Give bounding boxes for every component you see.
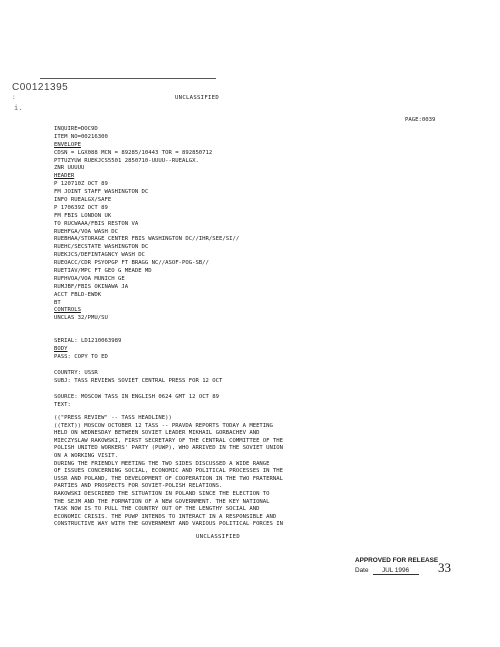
routing-line: BT [54, 299, 61, 306]
body-line: RAKOWSKI DESCRIBED THE SITUATION IN POLAND SINCE THE ELECTION TO [54, 490, 270, 497]
pass-row [54, 354, 121, 362]
controls-line: UNCLAS 32/PMU/SU [54, 315, 108, 322]
body-line: USSR AND POLAND, THE DEVELOPMENT OF COOPERATION IN THE TWO FRATERNAL [54, 475, 284, 482]
body-line: OF ISSUES CONCERNING SOCIAL, ECONOMIC AND POLITICAL PROCESSES IN THE [54, 468, 284, 475]
margin-mark: i. [14, 104, 23, 112]
serial-block [54, 338, 121, 362]
date-value: JUL 1996 [373, 567, 419, 575]
approved-for-release-stamp: APPROVED FOR RELEASE [355, 557, 439, 564]
routing-line: INFO RUEALGX/SAFE [54, 197, 112, 204]
serial-row [54, 338, 121, 346]
subj-value: TASS REVIEWS SOVIET CENTRAL PRESS FOR 12 OCT [74, 377, 223, 384]
routing-line: P 120710Z OCT 89 [54, 181, 108, 188]
release-date [355, 567, 419, 575]
subj-key: SUBJ: [54, 377, 71, 384]
routing-line: RUEBHAA/STORAGE CENTER FBIS WASHINGTON DC//IHR/SEE/SI// [54, 236, 240, 243]
body-line: THE SEJM AND THE FORMATION OF A NEW GOVERNMENT. THE KEY NATIONAL [54, 498, 270, 505]
envelope-line: CDSN = LGX088 MCN = 89285/10443 TOR = 892850712 [54, 149, 213, 156]
routing-line: FM FBIS LONDON UK [54, 212, 112, 219]
envelope-line: PTTUZYUW RUEKJCS5501 2850710-UUUU--RUEALGX. [54, 157, 199, 164]
body-line: ECONOMIC CRISIS. THE PUWP INTENDS TO INTERACT IN A RESPONSIBLE AND [54, 513, 277, 520]
routing-line: RUEHC/SECSTATE WASHINGTON DC [54, 244, 149, 251]
margin-mark: : [12, 94, 16, 101]
body-line: CONSTRUCTIVE WAY WITH THE GOVERNMENT AND VARIOUS POLITICAL FORCES IN [54, 521, 284, 528]
message-body [54, 415, 283, 529]
routing-line: RUEHFGA/VOA WASH DC [54, 228, 118, 235]
envelope-line: ZNR UUUUU [54, 165, 85, 172]
routing-line: P 170639Z OCT 89 [54, 204, 108, 211]
source-block [54, 394, 219, 410]
text-label: TEXT: [54, 401, 71, 408]
envelope-label: ENVELOPE [54, 141, 81, 148]
header-label: HEADER [54, 173, 75, 180]
message-header-block [54, 126, 239, 323]
pass-value: COPY TO ED [74, 353, 108, 360]
document-id: C00121395 [12, 82, 69, 93]
country-value: USSR [84, 370, 98, 376]
source-row [54, 394, 219, 402]
source-value: MOSCOW TASS IN ENGLISH 0624 GMT 12 OCT 89 [80, 394, 220, 400]
body-line: PARTIES AND PROSPECTS FOR SOVIET-POLISH RELATIONS. [54, 483, 223, 490]
classification-top: UNCLASSIFIED [175, 95, 220, 101]
body-line: MIECZYSLAW RAKOWSKI, FIRST SECRETARY OF THE CENTRAL COMMITTEE OF THE [54, 437, 284, 444]
body-label: BODY [54, 345, 68, 352]
pass-key: PASS: [54, 353, 71, 360]
body-line: POLISH UNITED WORKERS' PARTY (PUWP), WHO ARRIVED IN THE SOVIET UNION [54, 445, 284, 452]
body-line: DURING THE FRIENDLY MEETING THE TWO SIDES DISCUSSED A WIDE RANGE [54, 460, 270, 467]
routing-line: RUFHVOA/VOA MUNICH GE [54, 275, 125, 282]
routing-line: TO RUCWAAA/FBIS RESTON VA [54, 220, 139, 227]
body-line: ON A WORKING VISIT. [54, 452, 118, 459]
routing-line: RUEKJCS/DEFINTAGNCY WASH DC [54, 252, 145, 259]
body-line: TASK NOW IS TO PULL THE COUNTRY OUT OF THE LENGTHY SOCIAL AND [54, 506, 260, 513]
body-line: (("PRESS REVIEW" -- TASS HEADLINE)) [54, 415, 172, 421]
date-label: Date [355, 567, 369, 574]
routing-line: ACCT FBLD-EWDK [54, 291, 102, 298]
routing-line: RUETIAV/MPC FT GEO G MEADE MD [54, 268, 152, 275]
subj-row [54, 378, 222, 386]
header-line: INQUIRE=DOC9D [54, 126, 98, 132]
routing-line: RUEOACC/CDR PSYOPGP FT BRAGG NC//ASOF-POG-SB// [54, 260, 209, 267]
controls-label: CONTROLS [54, 307, 81, 314]
top-rule [40, 78, 216, 79]
header-line: ITEM NO=00216300 [54, 133, 108, 140]
source-key: SOURCE: [54, 394, 78, 400]
serial-value: LD1210063989 [80, 338, 122, 344]
subject-block [54, 370, 222, 386]
handwritten-page-number: 33 [438, 560, 451, 575]
body-line: HELD ON WEDNESDAY BETWEEN SOVIET LEADER MIKHAIL GORBACHEV AND [54, 430, 260, 437]
body-line: ((TEXT)) MOSCOW OCTOBER 12 TASS -- PRAVDA REPORTS TODAY A MEETING [54, 422, 273, 429]
page-label: PAGE:0039 [405, 117, 436, 123]
serial-key: SERIAL: [54, 338, 78, 344]
classification-bottom: UNCLASSIFIED [196, 534, 241, 540]
routing-line: RUMJBF/FBIS OKINAWA JA [54, 283, 129, 290]
country-row [54, 370, 222, 378]
country-key: COUNTRY: [54, 370, 81, 376]
routing-line: FM JOINT STAFF WASHINGTON DC [54, 189, 149, 196]
